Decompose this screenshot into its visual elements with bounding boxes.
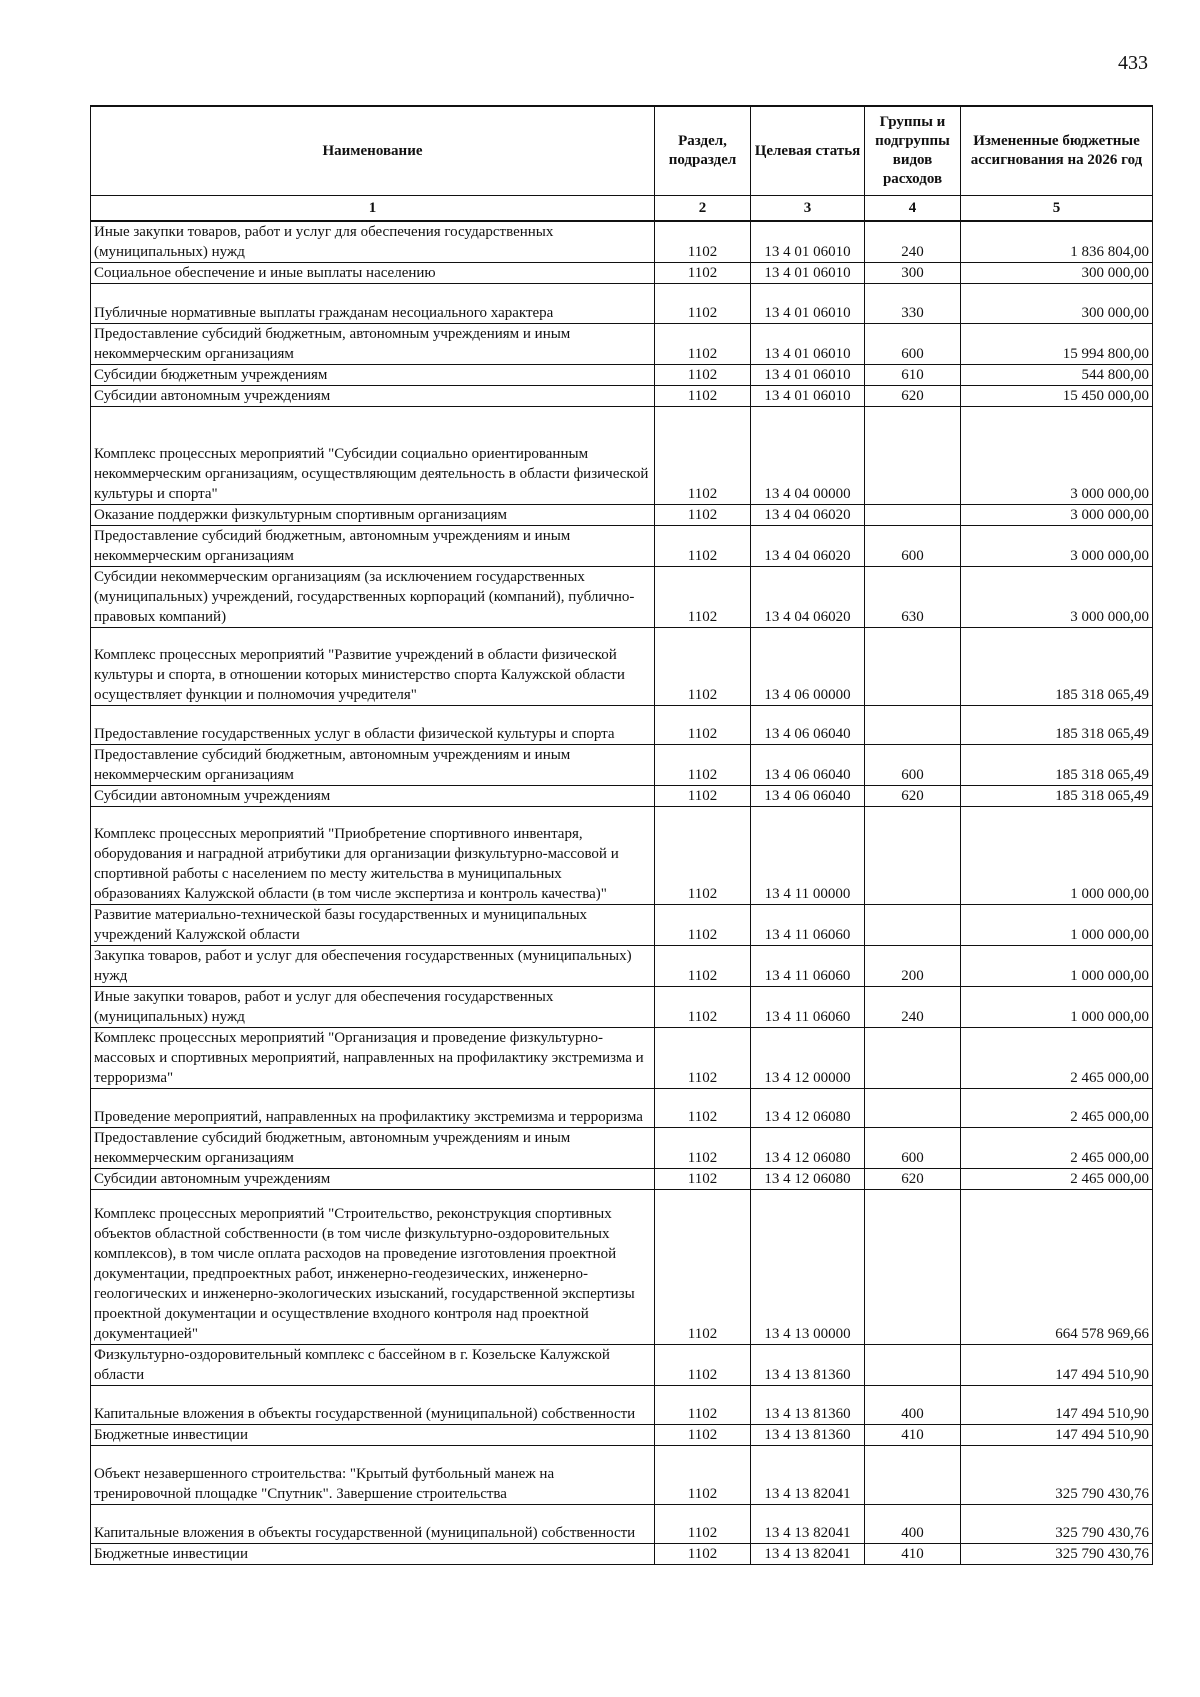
table-row [91, 786, 1153, 807]
row-amount: 2 465 000,00 [961, 1028, 1153, 1089]
table-row [91, 807, 1153, 905]
row-amount: 544 800,00 [961, 365, 1153, 386]
row-section: 1102 [655, 745, 751, 786]
row-section: 1102 [655, 786, 751, 807]
row-section: 1102 [655, 1544, 751, 1565]
row-section: 1102 [655, 1089, 751, 1128]
row-target-article: 13 4 04 06020 [751, 505, 865, 526]
table-row [91, 221, 1153, 263]
column-number: 2 [655, 196, 751, 222]
row-amount: 185 318 065,49 [961, 706, 1153, 745]
row-target-article: 13 4 01 06010 [751, 284, 865, 324]
row-name: Оказание поддержки физкультурным спортивным организациям [91, 505, 655, 526]
table-row [91, 263, 1153, 284]
row-name: Субсидии автономным учреждениям [91, 1169, 655, 1190]
row-amount: 185 318 065,49 [961, 745, 1153, 786]
row-amount: 1 000 000,00 [961, 946, 1153, 987]
row-section: 1102 [655, 407, 751, 505]
row-amount: 2 465 000,00 [961, 1169, 1153, 1190]
table-row [91, 628, 1153, 706]
row-section: 1102 [655, 526, 751, 567]
row-name: Предоставление субсидий бюджетным, автономным учреждениям и иным некоммерческим организациям [91, 1128, 655, 1169]
row-target-article: 13 4 11 00000 [751, 807, 865, 905]
row-name: Публичные нормативные выплаты гражданам несоциального характера [91, 284, 655, 324]
row-target-article: 13 4 11 06060 [751, 987, 865, 1028]
row-expense-group [865, 1089, 961, 1128]
row-name: Капитальные вложения в объекты государственной (муниципальной) собственности [91, 1386, 655, 1425]
table-row [91, 1128, 1153, 1169]
row-expense-group [865, 1345, 961, 1386]
table-row [91, 407, 1153, 505]
row-expense-group: 620 [865, 786, 961, 807]
table-row [91, 284, 1153, 324]
row-target-article: 13 4 12 00000 [751, 1028, 865, 1089]
row-expense-group [865, 905, 961, 946]
row-name: Физкультурно-оздоровительный комплекс с бассейном в г. Козельске Калужской области [91, 1345, 655, 1386]
row-expense-group: 410 [865, 1425, 961, 1446]
row-expense-group: 240 [865, 221, 961, 263]
table-row [91, 1505, 1153, 1544]
row-expense-group: 330 [865, 284, 961, 324]
table-row [91, 1386, 1153, 1425]
row-expense-group: 410 [865, 1544, 961, 1565]
table-row [91, 324, 1153, 365]
row-section: 1102 [655, 1505, 751, 1544]
row-amount: 1 000 000,00 [961, 807, 1153, 905]
row-name: Комплекс процессных мероприятий "Развитие учреждений в области физической культуры и спорта, в отношении которых министерство спорта Калужской области осуществляет функции и полномочия учредителя" [91, 628, 655, 706]
row-amount: 2 465 000,00 [961, 1128, 1153, 1169]
row-target-article: 13 4 13 82041 [751, 1446, 865, 1505]
column-number: 4 [865, 196, 961, 222]
table-row [91, 1446, 1153, 1505]
row-target-article: 13 4 13 81360 [751, 1386, 865, 1425]
row-expense-group: 600 [865, 324, 961, 365]
row-amount: 3 000 000,00 [961, 505, 1153, 526]
row-name: Предоставление субсидий бюджетным, автономным учреждениям и иным некоммерческим организациям [91, 745, 655, 786]
row-name: Предоставление субсидий бюджетным, автономным учреждениям и иным некоммерческим организациям [91, 324, 655, 365]
row-name: Предоставление субсидий бюджетным, автономным учреждениям и иным некоммерческим организациям [91, 526, 655, 567]
row-target-article: 13 4 06 06040 [751, 745, 865, 786]
row-name: Субсидии некоммерческим организациям (за исключением государственных (муниципальных) учреждений, государственных корпораций (компаний), публично-правовых компаний) [91, 567, 655, 628]
row-section: 1102 [655, 1386, 751, 1425]
row-amount: 325 790 430,76 [961, 1544, 1153, 1565]
row-section: 1102 [655, 365, 751, 386]
row-section: 1102 [655, 1345, 751, 1386]
table-row [91, 386, 1153, 407]
row-name: Проведение мероприятий, направленных на профилактику экстремизма и терроризма [91, 1089, 655, 1128]
row-amount: 1 836 804,00 [961, 221, 1153, 263]
row-target-article: 13 4 06 06040 [751, 786, 865, 807]
column-number: 5 [961, 196, 1153, 222]
table-row [91, 1190, 1153, 1345]
page-number: 433 [1118, 52, 1148, 74]
row-target-article: 13 4 04 00000 [751, 407, 865, 505]
row-amount: 664 578 969,66 [961, 1190, 1153, 1345]
row-target-article: 13 4 01 06010 [751, 386, 865, 407]
table-row [91, 987, 1153, 1028]
row-target-article: 13 4 04 06020 [751, 526, 865, 567]
table-row [91, 1425, 1153, 1446]
row-section: 1102 [655, 987, 751, 1028]
column-number-row [91, 196, 1153, 222]
row-name: Бюджетные инвестиции [91, 1544, 655, 1565]
row-section: 1102 [655, 1128, 751, 1169]
row-target-article: 13 4 12 06080 [751, 1089, 865, 1128]
table-row [91, 1169, 1153, 1190]
row-target-article: 13 4 13 82041 [751, 1544, 865, 1565]
table-row [91, 526, 1153, 567]
row-section: 1102 [655, 807, 751, 905]
table-row [91, 1028, 1153, 1089]
row-target-article: 13 4 01 06010 [751, 263, 865, 284]
row-amount: 3 000 000,00 [961, 526, 1153, 567]
row-target-article: 13 4 06 00000 [751, 628, 865, 706]
row-name: Социальное обеспечение и иные выплаты населению [91, 263, 655, 284]
row-name: Предоставление государственных услуг в области физической культуры и спорта [91, 706, 655, 745]
table-row [91, 745, 1153, 786]
row-target-article: 13 4 13 81360 [751, 1345, 865, 1386]
row-section: 1102 [655, 505, 751, 526]
table-row [91, 946, 1153, 987]
header-target-article: Целевая статья [751, 106, 865, 196]
row-amount: 300 000,00 [961, 284, 1153, 324]
row-amount: 325 790 430,76 [961, 1446, 1153, 1505]
row-expense-group: 630 [865, 567, 961, 628]
row-expense-group [865, 807, 961, 905]
row-section: 1102 [655, 324, 751, 365]
row-amount: 2 465 000,00 [961, 1089, 1153, 1128]
budget-allocation-table [90, 105, 1153, 1565]
row-expense-group: 400 [865, 1505, 961, 1544]
row-section: 1102 [655, 706, 751, 745]
row-name: Субсидии автономным учреждениям [91, 786, 655, 807]
row-expense-group [865, 1446, 961, 1505]
row-amount: 3 000 000,00 [961, 407, 1153, 505]
header-section: Раздел, подраздел [655, 106, 751, 196]
row-name: Комплекс процессных мероприятий "Приобретение спортивного инвентаря, оборудования и наградной атрибутики для организации физкультурно-массовой и спортивной работы с населением по месту жительства в муниципальных образованиях Калужской области (в том числе экспертиза и контроль качества)" [91, 807, 655, 905]
table-body [91, 221, 1153, 1565]
row-section: 1102 [655, 905, 751, 946]
row-expense-group: 600 [865, 1128, 961, 1169]
row-target-article: 13 4 01 06010 [751, 324, 865, 365]
row-amount: 300 000,00 [961, 263, 1153, 284]
row-target-article: 13 4 13 82041 [751, 1505, 865, 1544]
row-name: Объект незавершенного строительства: "Крытый футбольный манеж на тренировочной площадке "Спутник". Завершение строительства [91, 1446, 655, 1505]
row-expense-group [865, 1028, 961, 1089]
row-amount: 147 494 510,90 [961, 1425, 1153, 1446]
header-amount: Измененные бюджетные ассигнования на 2026 год [961, 106, 1153, 196]
row-expense-group [865, 1190, 961, 1345]
row-expense-group: 610 [865, 365, 961, 386]
table-row [91, 567, 1153, 628]
row-expense-group: 200 [865, 946, 961, 987]
row-expense-group: 400 [865, 1386, 961, 1425]
header-name: Наименование [91, 106, 655, 196]
row-amount: 15 994 800,00 [961, 324, 1153, 365]
row-target-article: 13 4 11 06060 [751, 946, 865, 987]
row-amount: 1 000 000,00 [961, 905, 1153, 946]
row-section: 1102 [655, 221, 751, 263]
row-target-article: 13 4 04 06020 [751, 567, 865, 628]
row-amount: 15 450 000,00 [961, 386, 1153, 407]
row-expense-group [865, 407, 961, 505]
row-name: Развитие материально-технической базы государственных и муниципальных учреждений Калужской области [91, 905, 655, 946]
row-amount: 147 494 510,90 [961, 1345, 1153, 1386]
table-row [91, 905, 1153, 946]
table-row [91, 1089, 1153, 1128]
row-expense-group: 300 [865, 263, 961, 284]
row-amount: 185 318 065,49 [961, 628, 1153, 706]
row-name: Бюджетные инвестиции [91, 1425, 655, 1446]
row-target-article: 13 4 01 06010 [751, 365, 865, 386]
row-amount: 185 318 065,49 [961, 786, 1153, 807]
header-expense-groups: Группы и подгруппы видов расходов [865, 106, 961, 196]
row-name: Иные закупки товаров, работ и услуг для обеспечения государственных (муниципальных) нужд [91, 221, 655, 263]
row-target-article: 13 4 13 00000 [751, 1190, 865, 1345]
row-target-article: 13 4 01 06010 [751, 221, 865, 263]
row-target-article: 13 4 12 06080 [751, 1169, 865, 1190]
row-expense-group [865, 628, 961, 706]
table-row [91, 706, 1153, 745]
row-amount: 3 000 000,00 [961, 567, 1153, 628]
row-section: 1102 [655, 386, 751, 407]
row-target-article: 13 4 12 06080 [751, 1128, 865, 1169]
row-expense-group: 600 [865, 745, 961, 786]
row-name: Субсидии автономным учреждениям [91, 386, 655, 407]
row-amount: 1 000 000,00 [961, 987, 1153, 1028]
table-row [91, 505, 1153, 526]
column-number: 3 [751, 196, 865, 222]
row-section: 1102 [655, 1169, 751, 1190]
row-expense-group: 620 [865, 1169, 961, 1190]
row-expense-group [865, 505, 961, 526]
row-expense-group: 240 [865, 987, 961, 1028]
row-section: 1102 [655, 946, 751, 987]
row-section: 1102 [655, 628, 751, 706]
column-number: 1 [91, 196, 655, 222]
row-name: Закупка товаров, работ и услуг для обеспечения государственных (муниципальных) нужд [91, 946, 655, 987]
row-section: 1102 [655, 1446, 751, 1505]
row-expense-group [865, 706, 961, 745]
row-name: Капитальные вложения в объекты государственной (муниципальной) собственности [91, 1505, 655, 1544]
row-name: Комплекс процессных мероприятий "Субсидии социально ориентированным некоммерческим организациям, осуществляющим деятельность в области физической культуры и спорта" [91, 407, 655, 505]
row-expense-group: 600 [865, 526, 961, 567]
row-name: Иные закупки товаров, работ и услуг для обеспечения государственных (муниципальных) нужд [91, 987, 655, 1028]
row-name: Субсидии бюджетным учреждениям [91, 365, 655, 386]
row-section: 1102 [655, 1190, 751, 1345]
row-name: Комплекс процессных мероприятий "Организация и проведение физкультурно-массовых и спортивных мероприятий, направленных на профилактику экстремизма и терроризма" [91, 1028, 655, 1089]
row-section: 1102 [655, 284, 751, 324]
row-section: 1102 [655, 1028, 751, 1089]
row-amount: 147 494 510,90 [961, 1386, 1153, 1425]
row-section: 1102 [655, 567, 751, 628]
table-row [91, 1345, 1153, 1386]
row-amount: 325 790 430,76 [961, 1505, 1153, 1544]
row-section: 1102 [655, 263, 751, 284]
row-target-article: 13 4 13 81360 [751, 1425, 865, 1446]
table-row [91, 1544, 1153, 1565]
table-header-row [91, 106, 1153, 196]
row-expense-group: 620 [865, 386, 961, 407]
row-target-article: 13 4 11 06060 [751, 905, 865, 946]
table-row [91, 365, 1153, 386]
row-target-article: 13 4 06 06040 [751, 706, 865, 745]
row-name: Комплекс процессных мероприятий "Строительство, реконструкция спортивных объектов областной собственности (в том числе физкультурно-оздоровительных комплексов), в том числе оплата расходов на проведение изготовления проектной документации, предпроектных работ, инженерно-геодезических, инженерно-геологических и инженерно-экологических изысканий, государственной экспертизы проектной документации и осуществление входного контроля над проектной документацией" [91, 1190, 655, 1345]
row-section: 1102 [655, 1425, 751, 1446]
